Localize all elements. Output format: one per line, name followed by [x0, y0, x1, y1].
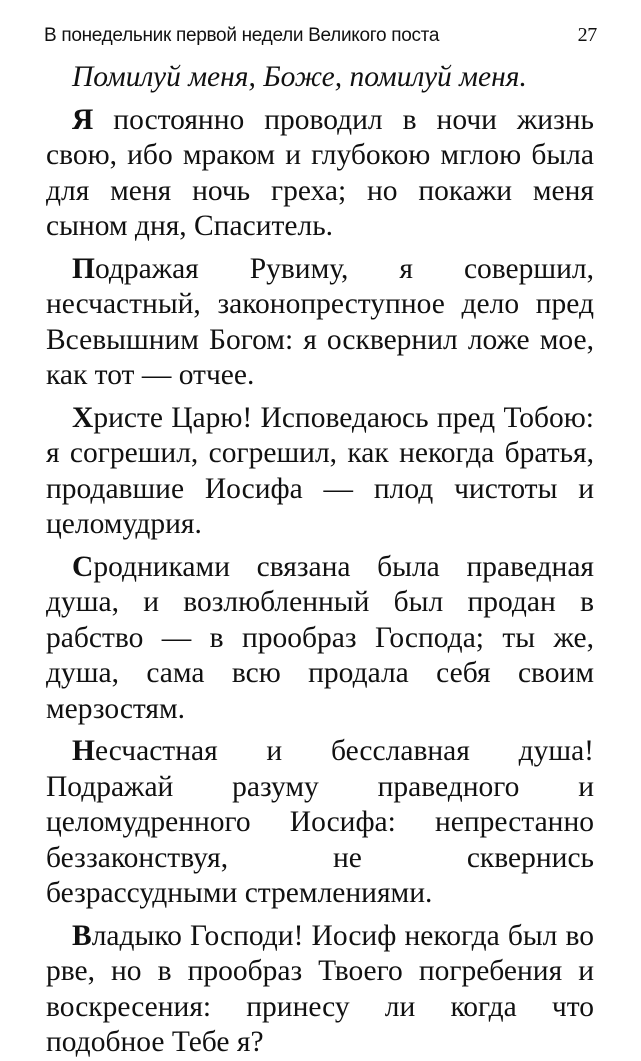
troparion-initial: В	[72, 919, 92, 952]
troparion-2	[46, 252, 594, 394]
running-head-title: В понедельник первой недели Великого поста	[44, 25, 440, 46]
troparion-text: ладыко Господи! Иосиф некогда был во рве, но в прообраз Твоего погребения и воскресения: принесу ли когда что подобное Тебе я?	[46, 919, 594, 1058]
page-number: 27	[577, 24, 597, 46]
troparion-initial: Н	[72, 735, 95, 767]
body-text	[46, 60, 594, 1061]
troparion-text: одражая Рувиму, я совершил, несчастный, законопреступное дело пред Всевышним Богом: я осквернил ложе мое, как тот — отчее.	[46, 252, 594, 391]
troparion-initial: П	[72, 252, 95, 285]
troparion-initial: Х	[72, 401, 94, 434]
troparion-1	[46, 103, 594, 245]
troparion-text: есчастная и бесславная душа! Подражай разуму праведного и целомудренного Иосифа: непрестанно беззаконствуя, не сквернись безрассудными стремлениями.	[46, 735, 594, 909]
troparion-text: родниками связана была праведная душа, и возлюбленный был продан в рабство — в прообраз Господа; ты же, душа, сама всю продала себя своим мерзостям.	[46, 550, 594, 725]
troparion-text: постоянно проводил в ночи жизнь свою, ибо мраком и глубокою мглою была для меня ночь греха; но покажи меня сыном дня, Спаситель.	[46, 103, 594, 242]
troparion-4	[46, 550, 594, 728]
troparion-text: ристе Царю! Исповедаюсь пред Тобою: я согрешил, согрешил, как некогда братья, продавшие Иосифа — плод чистоты и целомудрия.	[46, 401, 594, 540]
troparion-initial: Я	[72, 103, 94, 136]
troparion-initial: С	[72, 550, 94, 583]
troparion-6	[46, 919, 594, 1061]
troparion-3	[46, 401, 594, 543]
troparion-5	[46, 734, 594, 912]
running-head	[44, 24, 597, 54]
refrain: Помилуй меня, Боже, помилуй меня.	[72, 61, 527, 93]
